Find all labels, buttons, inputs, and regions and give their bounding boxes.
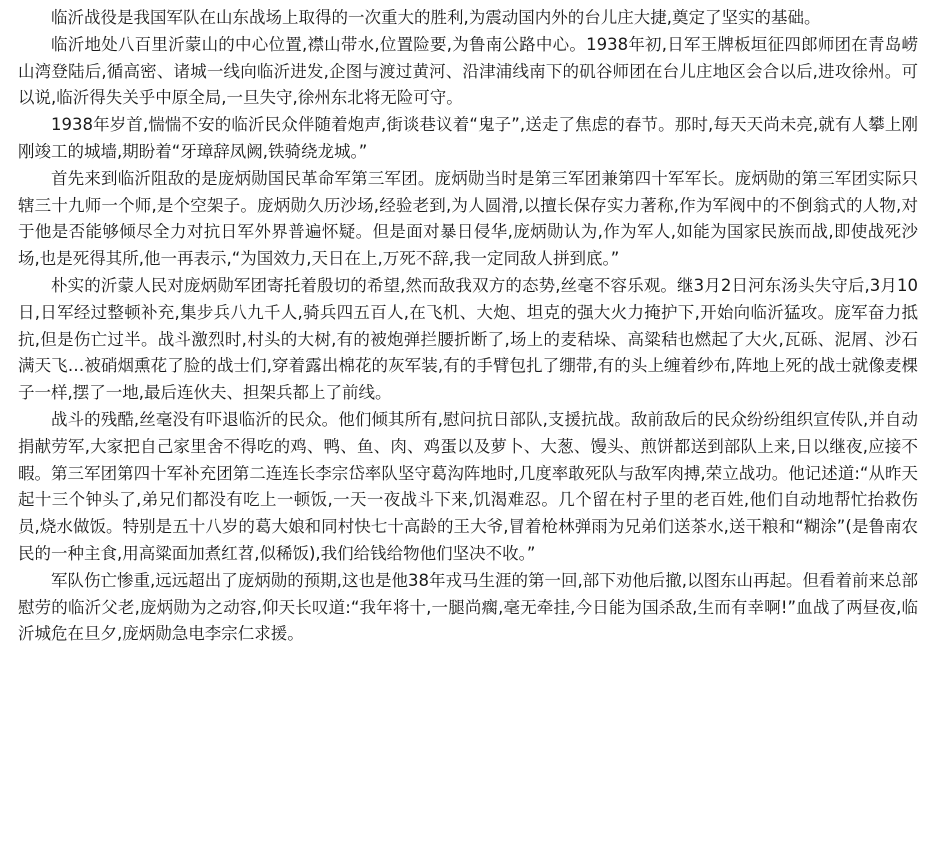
paragraph-6: 战斗的残酷,丝毫没有吓退临沂的民众。他们倾其所有,慰问抗日部队,支援抗战。敌前敌后的民众纷纷组织宣传队,并自动捐献劳军,大家把自己家里舍不得吃的鸡、鸭、鱼、肉、鸡蛋以及萝卜、大葱、馒头、煎饼都送到部队上来,日以继夜,应接不暇。第三军团第四十军补充团第二连连长李宗岱率队坚守葛沟阵地时,几度率敢死队与敌军肉搏,荣立战功。他记述道:“从昨天起十三个钟头了,弟兄们都没有吃上一顿饭,一天一夜战斗下来,饥渴难忍。几个留在村子里的老百姓,他们自动地帮忙抬救伤员,烧水做饭。特别是五十八岁的葛大娘和同村快七十高龄的王大爷,冒着枪林弹雨为兄弟们送茶水,送干粮和“糊涂”(是鲁南农民的一种主食,用高粱面加煮红苕,似稀饭),我们给钱给物他们坚决不收。” bbox=[18, 409, 918, 563]
paragraph-1: 临沂战役是我国军队在山东战场上取得的一次重大的胜利,为震动国内外的台儿庄大捷,奠定了坚实的基础。 bbox=[51, 8, 821, 27]
article-body bbox=[18, 5, 918, 648]
paragraph-3: 1938年岁首,惴惴不安的临沂民众伴随着炮声,街谈巷议着“鬼子”,送走了焦虑的春节。那时,每天天尚未亮,就有人攀上刚刚竣工的城墙,期盼着“牙璋辞凤阙,铁骑绕龙城。” bbox=[18, 115, 918, 161]
paragraph-7: 军队伤亡惨重,远远超出了庞炳勋的预期,这也是他38年戎马生涯的第一回,部下劝他后撤,以图东山再起。但看着前来总部慰劳的临沂父老,庞炳勋为之动容,仰天长叹道:“我年将十,一腿尚瘸,毫无牵挂,今日能为国杀敌,生而有幸啊!”血战了两昼夜,临沂城危在旦夕,庞炳勋急电李宗仁求援。 bbox=[18, 570, 918, 644]
paragraph-5: 朴实的沂蒙人民对庞炳勋军团寄托着殷切的希望,然而敌我双方的态势,丝毫不容乐观。继3月2日河东汤头失守后,3月10日,日军经过整顿补充,集步兵八九千人,骑兵四五百人,在飞机、大炮、坦克的强大火力掩护下,开始向临沂猛攻。庞军奋力抵抗,但是伤亡过半。战斗激烈时,村头的大树,有的被炮弹拦腰折断了,场上的麦秸垛、高粱秸也燃起了大火,瓦砾、泥屑、沙石满天飞…被硝烟熏花了脸的战士们,穿着露出棉花的灰军装,有的手臂包扎了绷带,有的头上缠着纱布,阵地上死的战士就像麦棵子一样,摆了一地,最后连伙夫、担架兵都上了前线。 bbox=[18, 275, 918, 403]
paragraph-2: 临沂地处八百里沂蒙山的中心位置,襟山带水,位置险要,为鲁南公路中心。1938年初,日军王牌板垣征四郎师团在青岛崂山湾登陆后,循高密、诸城一线向临沂进发,企图与渡过黄河、沿津浦线南下的矶谷师团在台儿庄地区会合以后,进攻徐州。可以说,临沂得失关乎中原全局,一旦失守,徐州东北将无险可守。 bbox=[18, 34, 918, 108]
paragraph-4: 首先来到临沂阻敌的是庞炳勋国民革命军第三军团。庞炳勋当时是第三军团兼第四十军军长。庞炳勋的第三军团实际只辖三十九师一个师,是个空架子。庞炳勋久历沙场,经验老到,为人圆滑,以擅长保存实力著称,作为军阀中的不倒翁式的人物,对于他是否能够倾尽全力对抗日军外界普遍怀疑。但是面对暴日侵华,庞炳勋认为,作为军人,如能为国家民族而战,即使战死沙场,也是死得其所,他一再表示,“为国效力,天日在上,万死不辞,我一定同敌人拼到底。” bbox=[18, 168, 918, 269]
